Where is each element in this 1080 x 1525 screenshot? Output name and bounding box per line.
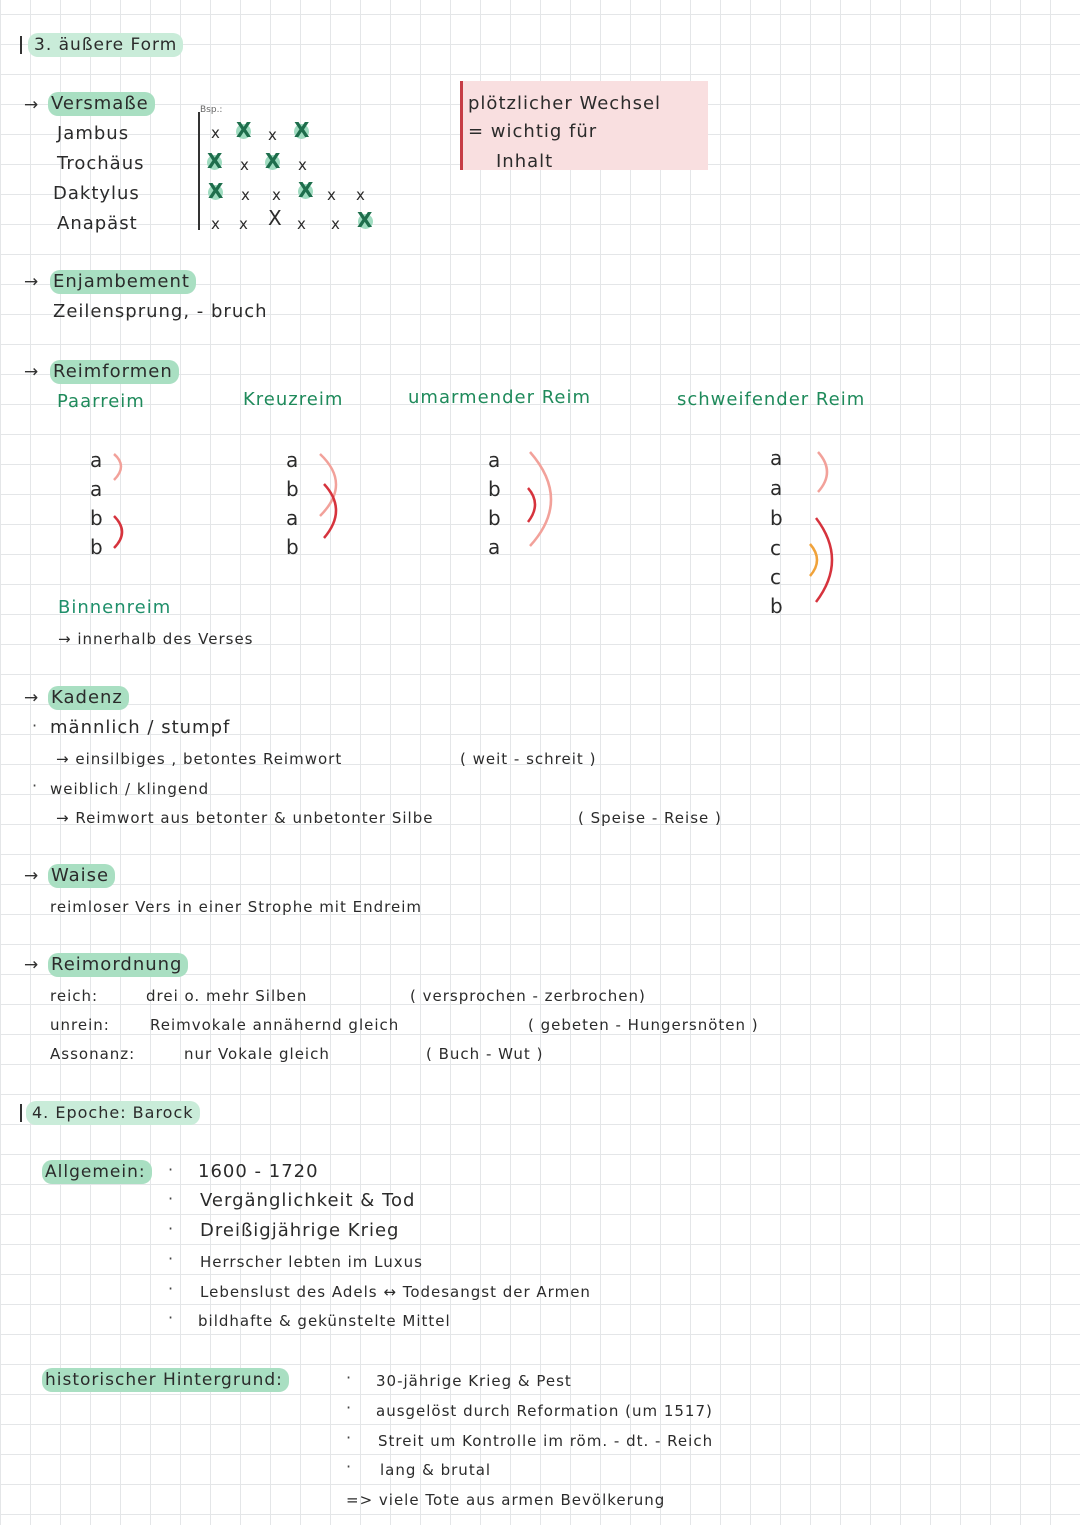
binnenreim-label: Binnenreim	[58, 597, 172, 618]
meter-divider	[198, 112, 200, 230]
allgemein-label: Allgemein:	[42, 1160, 152, 1184]
hintergrund-item: Streit um Kontrolle im röm. - dt. - Reich	[378, 1432, 714, 1450]
section-marker	[20, 36, 22, 54]
meter-trochaeus: Trochäus	[57, 153, 145, 174]
reimordnung-desc: nur Vokale gleich	[184, 1045, 330, 1063]
kadenz-maennlich-desc: → einsilbiges , betontes Reimwort	[56, 750, 343, 768]
kreuzreim-letter: b	[286, 535, 299, 559]
kadenz-maennlich-example: ( weit - schreit )	[460, 750, 597, 768]
section-3-title: 3. äußere Form	[28, 33, 183, 57]
arrow-icon: →	[24, 272, 39, 292]
arrow-icon: →	[24, 866, 39, 886]
type-schweifender-reim: schweifender Reim	[677, 389, 866, 410]
umarmend-letter: a	[488, 535, 501, 559]
enjambement-heading: Enjambement	[50, 270, 196, 294]
rhyme-arc	[816, 450, 836, 494]
reimordnung-heading: Reimordnung	[48, 953, 188, 977]
allgemein-item: Herrscher lebten im Luxus	[200, 1253, 423, 1271]
arrow-icon: →	[24, 688, 39, 708]
note-line-2: = wichtig für	[468, 121, 598, 142]
type-umarmender-reim: umarmender Reim	[408, 387, 592, 408]
schweifend-letter: a	[770, 476, 783, 500]
enjambement-desc: Zeilensprung, - bruch	[53, 301, 268, 322]
kreuzreim-letter: b	[286, 477, 299, 501]
allgemein-item: Lebenslust des Adels ↔ Todesangst der Armen	[200, 1283, 591, 1301]
schweifend-letter: c	[770, 536, 781, 560]
paarreim-letter: b	[90, 506, 103, 530]
arrow-icon: →	[24, 955, 39, 975]
reimordnung-label: reich:	[50, 987, 99, 1005]
type-paarreim: Paarreim	[57, 391, 145, 412]
rhyme-arc	[814, 516, 840, 606]
umarmend-letter: b	[488, 477, 501, 501]
kreuzreim-letter: a	[286, 506, 299, 530]
reimformen-heading: Reimformen	[50, 360, 179, 384]
arrow-icon: →	[24, 362, 39, 382]
type-kreuzreim: Kreuzreim	[243, 389, 344, 410]
allgemein-item: Dreißigjährige Krieg	[200, 1220, 400, 1241]
hintergrund-label: historischer Hintergrund:	[42, 1368, 289, 1392]
schweifend-letter: b	[770, 594, 783, 618]
kadenz-heading: Kadenz	[48, 686, 129, 710]
section-marker	[20, 1104, 22, 1122]
arrow-icon: →	[24, 95, 39, 115]
umarmend-letter: b	[488, 506, 501, 530]
reimordnung-desc: drei o. mehr Silben	[146, 987, 308, 1005]
allgemein-item: 1600 - 1720	[198, 1161, 319, 1182]
reimordnung-example: ( gebeten - Hungersnöten )	[528, 1016, 759, 1034]
reimordnung-example: ( Buch - Wut )	[426, 1045, 544, 1063]
schweifend-letter: b	[770, 506, 783, 530]
example-label: Bsp.:	[200, 105, 223, 115]
binnenreim-desc: → innerhalb des Verses	[58, 630, 254, 648]
hintergrund-item: 30-jährige Krieg & Pest	[376, 1372, 572, 1390]
meter-jambus: Jambus	[57, 123, 130, 144]
section-4-title: 4. Epoche: Barock	[26, 1101, 200, 1125]
note-line-1: plötzlicher Wechsel	[468, 93, 662, 114]
paarreim-letter: a	[90, 477, 103, 501]
schweifend-letter: a	[770, 446, 783, 470]
versmasse-heading: Versmaße	[48, 92, 155, 116]
reimordnung-label: Assonanz:	[50, 1045, 136, 1063]
allgemein-item: Vergänglichkeit & Tod	[200, 1190, 416, 1211]
meter-daktylus: Daktylus	[53, 183, 140, 204]
kreuzreim-letter: a	[286, 448, 299, 472]
kadenz-weiblich-example: ( Speise - Reise )	[578, 809, 722, 827]
allgemein-item: bildhafte & gekünstelte Mittel	[198, 1312, 451, 1330]
hintergrund-conclusion: => viele Tote aus armen Bevölkerung	[346, 1491, 666, 1509]
reimordnung-desc: Reimvokale annähernd gleich	[150, 1016, 400, 1034]
umarmend-letter: a	[488, 448, 501, 472]
bullet-icon: ·	[32, 776, 38, 795]
kadenz-weiblich-desc: → Reimwort aus betonter & unbetonter Silbe	[56, 809, 434, 827]
waise-desc: reimloser Vers in einer Strophe mit Endreim	[50, 898, 422, 916]
meter-anapaest: Anapäst	[57, 213, 138, 234]
reimordnung-example: ( versprochen - zerbrochen)	[410, 987, 646, 1005]
paarreim-letter: a	[90, 448, 103, 472]
hintergrund-item: lang & brutal	[380, 1461, 492, 1479]
reimordnung-label: unrein:	[50, 1016, 110, 1034]
schweifend-letter: c	[770, 565, 781, 589]
rhyme-arc	[112, 514, 132, 550]
rhyme-arc	[526, 486, 546, 526]
rhyme-arc	[322, 482, 346, 544]
bullet-icon: ·	[32, 716, 38, 735]
rhyme-arc	[112, 452, 132, 482]
waise-heading: Waise	[48, 864, 115, 888]
hintergrund-item: ausgelöst durch Reformation (um 1517)	[376, 1402, 713, 1420]
paarreim-letter: b	[90, 535, 103, 559]
kadenz-weiblich: weiblich / klingend	[50, 780, 210, 798]
note-line-3: Inhalt	[496, 151, 554, 172]
kadenz-maennlich: männlich / stumpf	[50, 717, 231, 738]
